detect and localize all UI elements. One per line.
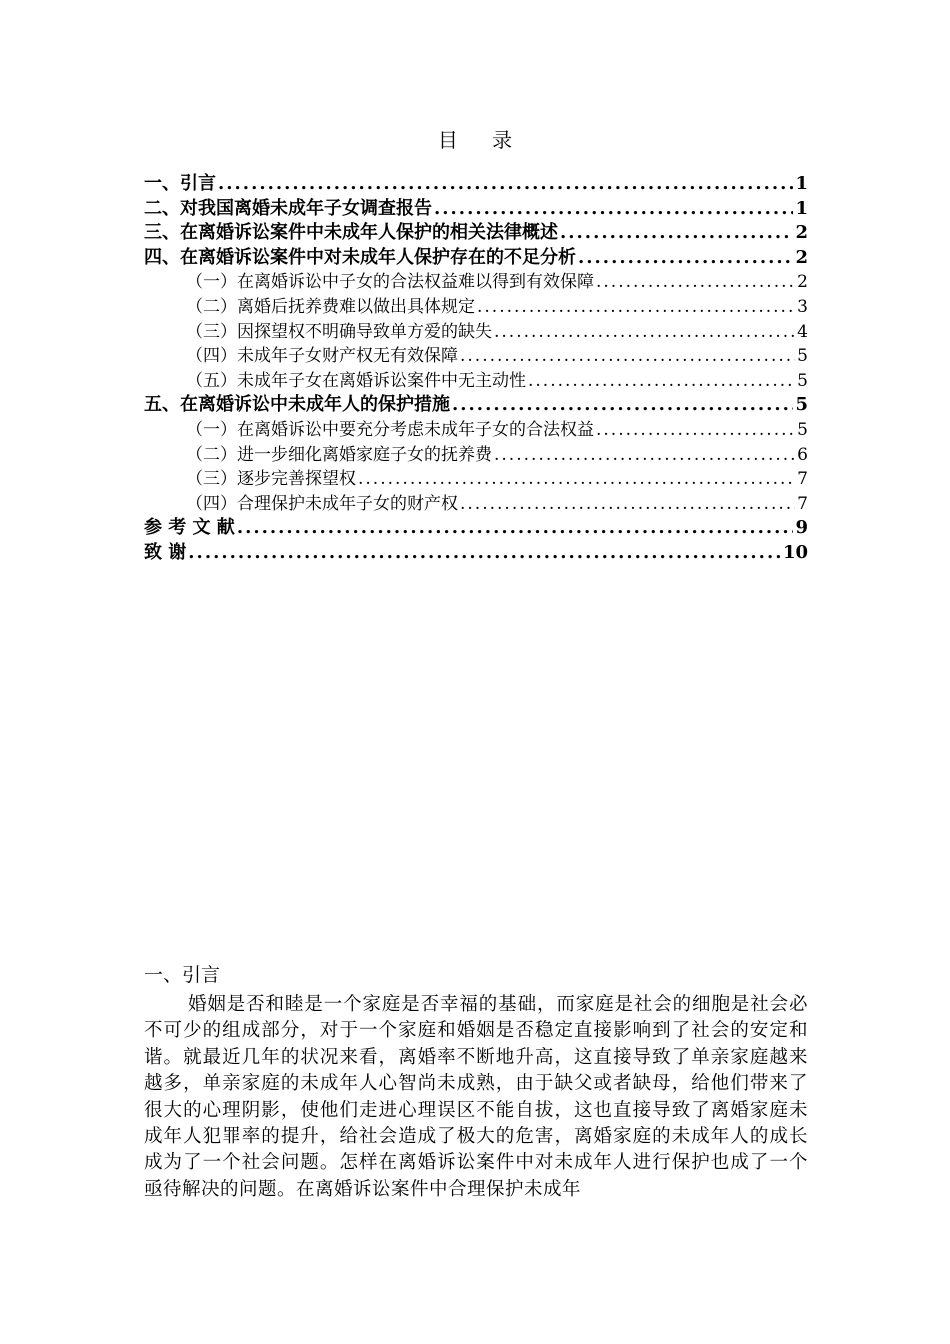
toc-entry-text: （三）因探望权不明确导致单方爱的缺失 xyxy=(186,321,492,342)
toc-page-number: 5 xyxy=(797,370,808,391)
toc-page-number: 5 xyxy=(797,419,808,440)
toc-entry-text: 二、对我国离婚未成年子女调查报告 xyxy=(144,197,432,219)
toc-dot-leader xyxy=(560,221,793,246)
toc-dot-leader xyxy=(578,246,793,271)
toc-entry[interactable] xyxy=(144,221,808,246)
toc-entry[interactable] xyxy=(144,197,808,222)
toc-entry-text: （二）离婚后抚养费难以做出具体规定 xyxy=(186,296,475,317)
toc-entry-text: （四）合理保护未成年子女的财产权 xyxy=(186,493,458,514)
toc-page-number: 9 xyxy=(795,517,808,539)
toc-entry[interactable] xyxy=(144,467,808,492)
toc-dot-leader xyxy=(434,197,793,222)
toc-page-number: 2 xyxy=(795,246,808,268)
toc-page-number: 7 xyxy=(797,493,808,514)
toc-dot-leader xyxy=(494,320,795,345)
toc-dot-leader xyxy=(494,443,795,468)
toc-entry[interactable] xyxy=(144,393,808,418)
toc-dot-leader xyxy=(460,344,795,369)
toc-dot-leader xyxy=(460,492,795,517)
toc-entry-text: （三）逐步完善探望权 xyxy=(186,469,356,490)
toc-page-number: 5 xyxy=(797,346,808,367)
toc-page-number: 10 xyxy=(782,541,808,563)
toc-page-number: 3 xyxy=(797,296,808,317)
toc-entry-text: （二）进一步细化离婚家庭子女的抚养费 xyxy=(186,444,492,465)
toc-entry-text: 一、引言 xyxy=(144,173,216,194)
toc-page-number: 2 xyxy=(795,222,808,244)
toc-entry[interactable] xyxy=(144,295,808,320)
toc-page-number: 5 xyxy=(795,394,808,416)
toc-entry[interactable] xyxy=(144,246,808,271)
toc-entry-text: 致 谢 xyxy=(144,541,187,563)
toc-page-number: 4 xyxy=(797,321,808,342)
toc-page-number: 6 xyxy=(797,444,808,465)
toc-entry-text: （五）未成年子女在离婚诉讼案件中无主动性 xyxy=(186,370,526,391)
toc-page-number: 7 xyxy=(797,469,808,490)
toc-dot-leader xyxy=(596,270,795,295)
toc-entry-text: 五、在离婚诉讼中未成年人的保护措施 xyxy=(144,394,450,416)
toc-entry[interactable] xyxy=(144,270,808,295)
toc-entry[interactable] xyxy=(144,541,808,566)
toc-page-number: 1 xyxy=(795,173,808,194)
body-paragraph: 婚姻是否和睦是一个家庭是否幸福的基础，而家庭是社会的细胞是社会必不可少的组成部分，对于一个家庭和婚姻是否稳定直接影响到了社会的安定和谐。就最近几年的状况来看，离婚率不断地升高，这直接导致了单亲家庭越来越多，单亲家庭的未成年人心智尚未成熟，由于缺父或者缺母，给他们带来了很大的心理阴影，使他们走进心理误区不能自拔，这也直接导致了离婚家庭未成年人犯罪率的提升，给社会造成了极大的危害，离婚家庭的未成年人的成长成为了一个社会问题。怎样在离婚诉讼案件中对未成年人进行保护也成了一个亟待解决的问题。在离婚诉讼案件中合理保护未成年 xyxy=(144,994,808,1200)
toc-dot-leader xyxy=(358,467,795,492)
toc-entry-text: （一）在离婚诉讼中子女的合法权益难以得到有效保障 xyxy=(186,272,594,293)
toc-dot-leader xyxy=(528,369,795,394)
toc-dot-leader xyxy=(218,172,793,197)
table-of-contents xyxy=(144,172,808,566)
toc-page-number: 1 xyxy=(795,197,808,219)
toc-entry-text: （一）在离婚诉讼中要充分考虑未成年子女的合法权益 xyxy=(186,419,594,440)
toc-entry[interactable] xyxy=(144,443,808,468)
toc-dot-leader xyxy=(477,295,795,320)
toc-title: 目 录 xyxy=(437,128,527,152)
toc-entry[interactable] xyxy=(144,344,808,369)
section-heading: 一、引言 xyxy=(144,964,221,986)
toc-entry[interactable] xyxy=(144,516,808,541)
toc-entry[interactable] xyxy=(144,369,808,394)
toc-page-number: 2 xyxy=(797,272,808,293)
toc-dot-leader xyxy=(452,393,793,418)
toc-entry-text: 参 考 文 献 xyxy=(144,517,235,539)
toc-dot-leader xyxy=(237,516,794,541)
toc-dot-leader xyxy=(188,541,781,566)
toc-entry[interactable] xyxy=(144,492,808,517)
toc-entry[interactable] xyxy=(144,418,808,443)
toc-entry[interactable] xyxy=(144,320,808,345)
toc-dot-leader xyxy=(596,418,795,443)
toc-entry-text: 四、在离婚诉讼案件中对未成年人保护存在的不足分析 xyxy=(144,246,576,268)
toc-entry-text: （四）未成年子女财产权无有效保障 xyxy=(186,346,458,367)
toc-entry-text: 三、在离婚诉讼案件中未成年人保护的相关法律概述 xyxy=(144,222,558,244)
toc-entry[interactable] xyxy=(144,172,808,197)
